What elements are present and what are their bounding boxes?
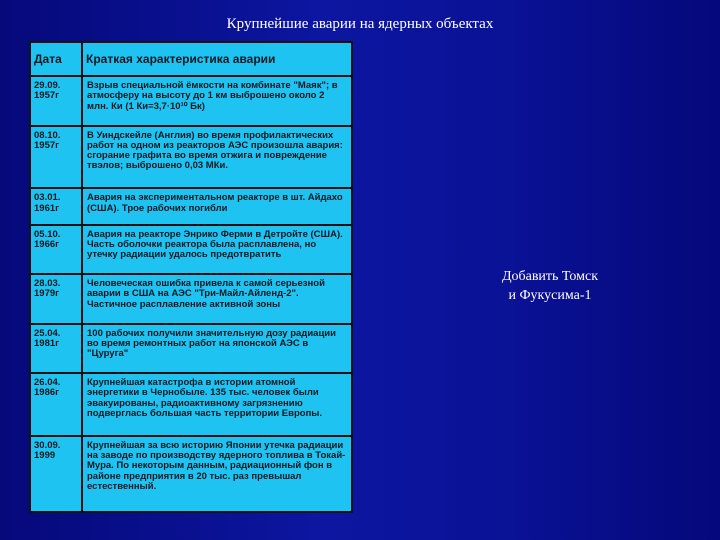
row-date: 03.01. 1961г [31,189,81,223]
row-date: 26.04. 1986г [31,374,81,435]
row-description: Крупнейшая катастрофа в истории атомной энергетики в Чернобыле. 135 тыс. человек были эвакуированы, радиоактивному загрязнению подверглась большая часть территории Европы. [83,374,351,435]
table-row [31,374,351,435]
incidents-table [29,41,353,513]
row-description: Крупнейшая за всю историю Японии утечка радиации на заводе по производству ядерного топлива в Токай-Мура. По некоторым данным, радиационный фон в районе предприятия в 20 тыс. раз превышал естественный. [83,437,351,511]
row-description: В Уиндскейле (Англия) во время профилактических работ на одном из реакторов АЭС произошла авария: сгорание графита во время отжига и повреждение твэлов; выброшено 0,03 МКи. [83,127,351,188]
row-description: Авария на реакторе Энрико Ферми в Детройте (США). Часть оболочки реактора была расплавлена, но утечку радиации удалось предотвратить [83,226,351,274]
incidents-table-grid [29,41,353,513]
description-column-header: Краткая характеристика аварии [83,43,351,75]
row-date: 05.10. 1966г [31,226,81,274]
table-row [31,437,351,511]
row-date: 28.03. 1979г [31,275,81,323]
note-text: Добавить Томск и Фукусима-1 [501,269,599,303]
table-row [31,189,351,223]
row-description: Человеческая ошибка привела к самой серьезной аварии в США на АЭС "Три-Майл-Айленд-2". Частичное расплавление активной зоны [83,275,351,323]
date-column-header: Дата [31,43,81,75]
table-row [31,77,351,125]
table-row [31,325,351,373]
row-description: Взрыв специальной ёмкости на комбинате "Маяк"; в атмосферу на высоту до 1 км выброшено около 2 млн. Ки (1 Ки=3,7·10¹⁰ Бк) [83,77,351,125]
table-row [31,127,351,188]
row-description: 100 рабочих получили значительную дозу радиации во время ремонтных работ на японской АЭС в "Цуруга" [83,325,351,373]
slide-title: Крупнейшие аварии на ядерных объектах [226,16,494,32]
table-header-row [31,43,351,75]
row-date: 08.10. 1957г [31,127,81,188]
table-row [31,275,351,323]
row-date: 30.09. 1999 [31,437,81,511]
row-description: Авария на экспериментальном реакторе в шт. Айдахо (США). Трое рабочих погибли [83,189,351,223]
row-date: 29.09. 1957г [31,77,81,125]
table-row [31,226,351,274]
row-date: 25.04. 1981г [31,325,81,373]
